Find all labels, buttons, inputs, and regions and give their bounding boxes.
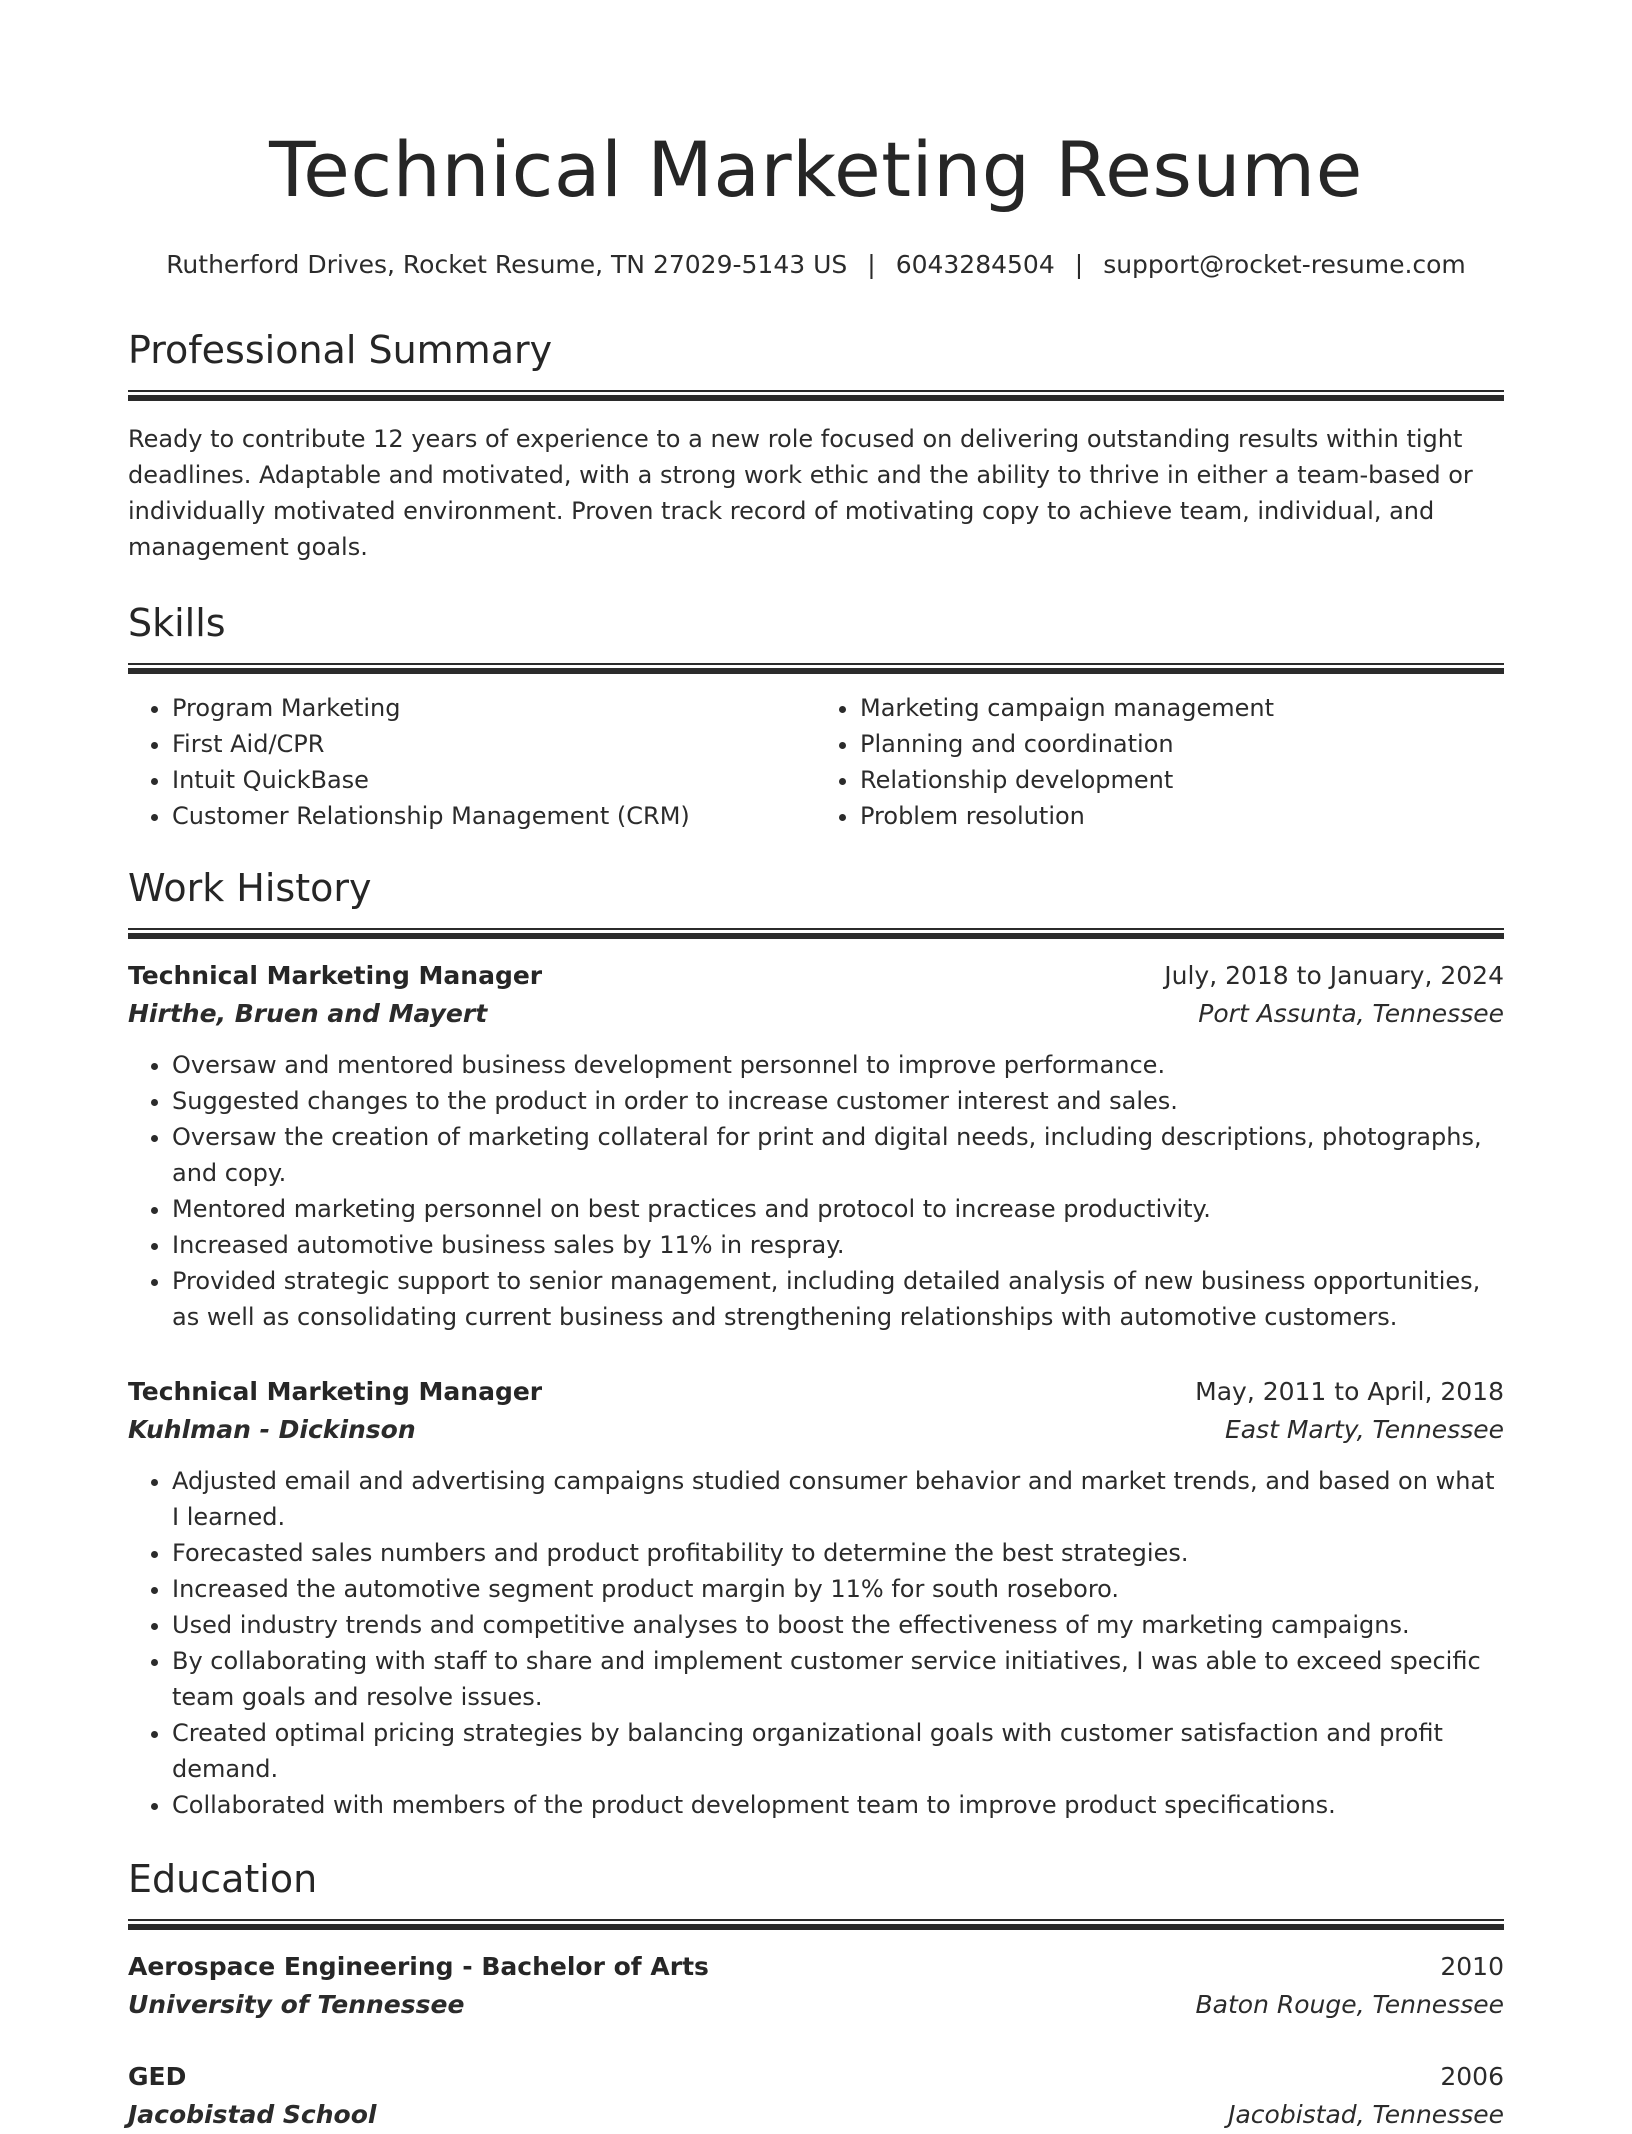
section-title-summary: Professional Summary — [128, 328, 553, 372]
email: support@rocket-resume.com — [1103, 250, 1466, 279]
job-header — [128, 957, 1504, 995]
job-title: Technical Marketing Manager — [128, 961, 543, 990]
job-entry — [128, 1373, 1504, 1823]
school-name: University of Tennessee — [128, 1990, 465, 2019]
degree: Aerospace Engineering - Bachelor of Arts — [128, 1952, 709, 1981]
graduation-year: 2010 — [1440, 1952, 1504, 1981]
skill-item: • First Aid/CPR — [172, 726, 816, 762]
job-subheader — [128, 995, 1504, 1033]
education-header — [128, 1948, 1504, 1986]
skill-item: • Planning and coordination — [860, 726, 1504, 762]
section-title-work: Work History — [128, 866, 372, 910]
job-entry — [128, 957, 1504, 1335]
job-location: Port Assunta, Tennessee — [1198, 999, 1504, 1028]
degree: GED — [128, 2062, 187, 2091]
section-divider — [128, 928, 1504, 939]
contact-separator: | — [1074, 250, 1084, 279]
section-divider — [128, 1919, 1504, 1930]
job-bullet: • By collaborating with staff to share and implement customer service initiatives, I was able to exceed specific team goals and resolve issues. — [172, 1643, 1504, 1715]
skill-item: • Intuit QuickBase — [172, 762, 816, 798]
job-company: Kuhlman - Dickinson — [128, 1415, 416, 1444]
education-subheader — [128, 1986, 1504, 2024]
job-bullets — [128, 1047, 1504, 1335]
job-bullet: • Collaborated with members of the product development team to improve product specifications. — [172, 1787, 1504, 1823]
school-location: Jacobistad, Tennessee — [1228, 2100, 1504, 2129]
job-location: East Marty, Tennessee — [1224, 1415, 1504, 1444]
skill-item: • Program Marketing — [172, 690, 816, 726]
phone: 6043284504 — [895, 250, 1055, 279]
job-bullet: • Suggested changes to the product in order to increase customer interest and sales. — [172, 1083, 1504, 1119]
section-divider — [128, 663, 1504, 674]
contact-line — [128, 248, 1504, 282]
job-bullet: • Provided strategic support to senior management, including detailed analysis of new business opportunities, as well as consolidating current business and strengthening relationships with automotive customers. — [172, 1263, 1504, 1335]
job-bullet: • Increased automotive business sales by 11% in respray. — [172, 1227, 1504, 1263]
skill-item: • Customer Relationship Management (CRM) — [172, 798, 816, 834]
job-dates: July, 2018 to January, 2024 — [1164, 961, 1504, 990]
skill-item: • Relationship development — [860, 762, 1504, 798]
school-name: Jacobistad School — [128, 2100, 377, 2129]
job-bullet: • Used industry trends and competitive analyses to boost the effectiveness of my marketing campaigns. — [172, 1607, 1504, 1643]
summary-text: Ready to contribute 12 years of experience to a new role focused on delivering outstanding results within tight deadlines. Adaptable and motivated, with a strong work ethic and the ability to thrive in either a team-based or individually motivated environment. Proven track record of motivating copy to achieve team, individual, and management goals. — [128, 425, 1473, 561]
job-bullet: • Oversaw and mentored business development personnel to improve performance. — [172, 1047, 1504, 1083]
education-entry — [128, 2058, 1504, 2134]
job-bullets — [128, 1463, 1504, 1823]
section-title-education: Education — [128, 1857, 318, 1901]
job-title: Technical Marketing Manager — [128, 1377, 543, 1406]
skills-column-right — [816, 690, 1504, 834]
job-header — [128, 1373, 1504, 1411]
resume-title: Technical Marketing Resume — [269, 125, 1363, 214]
job-subheader — [128, 1411, 1504, 1449]
job-bullet: • Oversaw the creation of marketing collateral for print and digital needs, including descriptions, photographs, and copy. — [172, 1119, 1504, 1191]
job-company: Hirthe, Bruen and Mayert — [128, 999, 488, 1028]
skill-item: • Marketing campaign management — [860, 690, 1504, 726]
education-section — [128, 1853, 1504, 2134]
section-title-skills: Skills — [128, 601, 226, 645]
skills-list — [128, 690, 1504, 834]
job-bullet: • Created optimal pricing strategies by balancing organizational goals with customer satisfaction and profit demand. — [172, 1715, 1504, 1787]
school-location: Baton Rouge, Tennessee — [1195, 1990, 1504, 2019]
job-bullet: • Forecasted sales numbers and product profitability to determine the best strategies. — [172, 1535, 1504, 1571]
education-header — [128, 2058, 1504, 2096]
skill-item: • Problem resolution — [860, 798, 1504, 834]
contact-separator: | — [867, 250, 876, 279]
graduation-year: 2006 — [1440, 2062, 1504, 2091]
skills-column-left — [128, 690, 816, 834]
address: Rutherford Drives, Rocket Resume, TN 27029-5143 US — [166, 250, 848, 279]
skills-section — [128, 597, 1504, 834]
education-subheader — [128, 2096, 1504, 2134]
job-bullet: • Adjusted email and advertising campaigns studied consumer behavior and market trends, and based on what I learned. — [172, 1463, 1504, 1535]
job-bullet: • Mentored marketing personnel on best practices and protocol to increase productivity. — [172, 1191, 1504, 1227]
summary-section — [128, 324, 1504, 565]
section-divider — [128, 390, 1504, 401]
job-bullet: • Increased the automotive segment product margin by 11% for south roseboro. — [172, 1571, 1504, 1607]
job-dates: May, 2011 to April, 2018 — [1195, 1377, 1504, 1406]
work-section — [128, 862, 1504, 1823]
education-entry — [128, 1948, 1504, 2024]
